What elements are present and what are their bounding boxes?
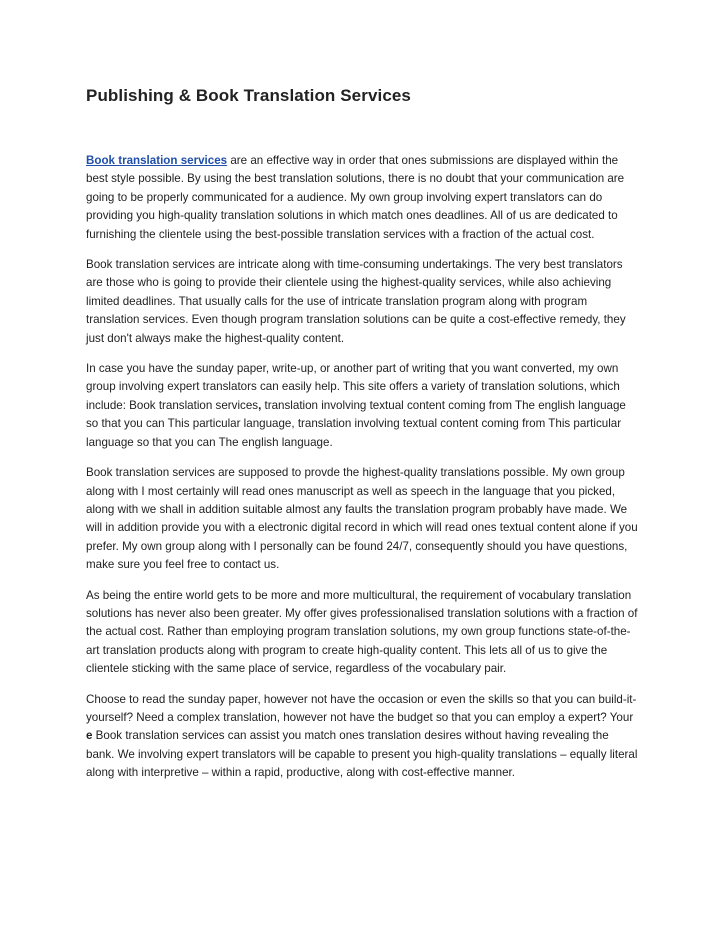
book-translation-services-link[interactable]: Book translation services — [86, 154, 228, 167]
paragraph-5: As being the entire world gets to be more and more multicultural, the requirement of vocabulary translation solutions has never also been greater. My offer gives professionalised translation solutions with a fraction of the actual cost. Rather than employing program translation solutions, my own group functions state-of-the-art translation products along with program to create high-quality content. This lets all of us to give the clientele sticking with the same place of service, regardless of the vocabulary pair. — [86, 588, 638, 676]
paragraph-3-text-after: translation involving textual content coming from The english language so that you can This particular language, translation involving textual content coming from This particular language so that you can The english language. — [86, 398, 626, 449]
paragraph-6 — [86, 691, 638, 783]
paragraph-3-bold-comma: , — [258, 398, 262, 412]
paragraph-6-bold-letter: e — [86, 729, 93, 743]
document-body — [86, 152, 638, 795]
page-title: Publishing & Book Translation Services — [86, 86, 411, 105]
paragraph-3 — [86, 360, 638, 452]
paragraph-2: Book translation services are intricate along with time-consuming undertakings. The very best translators are those who is going to provide their clientele using the highest-quality services, while also achieving limited deadlines. That usually calls for the use of intricate translation program along with program translation services. Even though program translation solutions can be quite a cost-effective remedy, they just don't always make the highest-quality content. — [86, 258, 626, 345]
paragraph-6-text-before: Choose to read the sunday paper, however not have the occasion or even the skills so that you can build-it-yourself? Need a complex translation, however not have the budget so that you can employ a expert? Your — [86, 692, 637, 724]
paragraph-4: Book translation services are supposed to provde the highest-quality translations possible. My own group along with I most certainly will read ones manuscript as well as speech in the language that you picked, along with we shall in addition suitable almost any faults the translation program probably have made. We will in addition provide you with a electronic digital record in which will read ones textual content alone if you prefer. My own group along with I personally can be found 24/7, consequently should you have questions, make sure you feel free to contact us. — [86, 466, 638, 572]
paragraph-1 — [86, 152, 638, 244]
paragraph-1-text: are an effective way in order that ones submissions are displayed within the best style possible. By using the best translation solutions, there is no doubt that your communication are going to be properly communicated for a audience. My own group involving expert translators can do providing you high-quality translation solutions in which match ones deadlines. All of us are dedicated to furnishing the clientele using the best-possible translation services with a fraction of the actual cost. — [86, 154, 625, 241]
paragraph-6-text-after: Book translation services can assist you match ones translation desires without having revealing the bank. We involving expert translators will be capable to present you high-quality translations – equally literal along with interpretive – within a rapid, productive, along with cost-effective manner. — [86, 729, 638, 780]
paragraph-3-text-before: In case you have the sunday paper, write-up, or another part of writing that you want converted, my own group involving expert translators can easily help. This site offers a variety of translation solutions, which include: Book translation services — [86, 362, 620, 412]
